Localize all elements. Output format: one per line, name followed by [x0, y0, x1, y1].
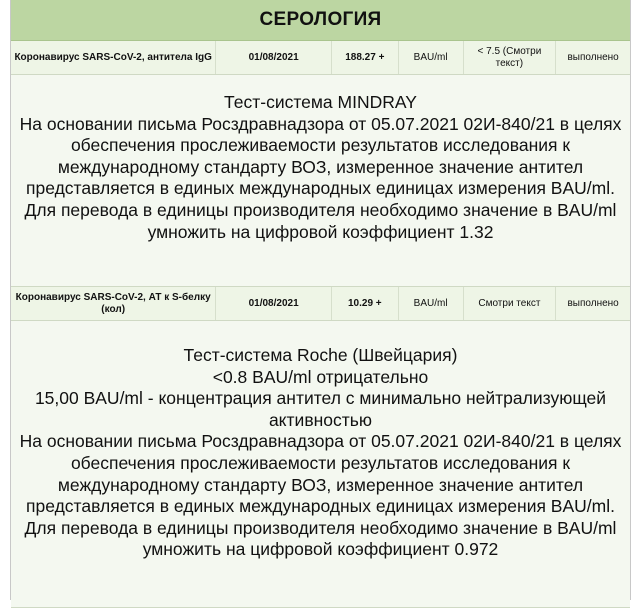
- note-line: 15,00 BAU/ml - концентрация антител с минимально нейтрализующей активностью: [34, 388, 607, 430]
- test-date: 01/08/2021: [216, 41, 332, 74]
- note-line: Для перевода в единицы производителя необходимо значение в BAU/ml умножить на цифровой коэффициент 0.972: [24, 517, 617, 560]
- test-note-s-protein: [11, 321, 630, 608]
- test-note-igg: [11, 75, 630, 287]
- note-line: На основании письма Росздравнадзора от 05.07.2021 02И-840/21 в целях обеспечения прослеживаемости результатов исследования к международному стандарту ВОЗ, измеренное значение антител представляется в единых международных единицах измерения BAU/ml.: [19, 113, 622, 199]
- test-unit: BAU/ml: [399, 41, 464, 74]
- test-row-igg: [11, 41, 630, 75]
- test-name: Коронавирус SARS-CoV-2, АТ к S-белку (кол): [11, 287, 216, 320]
- test-row-s-protein: [11, 287, 630, 321]
- note-line: <0.8 BAU/ml отрицательно: [212, 366, 429, 387]
- note-line: Для перевода в единицы производителя необходимо значение в BAU/ml умножить на цифровой коэффициент 1.32: [24, 199, 617, 242]
- note-line: На основании письма Росздравнадзора от 05.07.2021 02И-840/21 в целях обеспечения прослеживаемости результатов исследования к международному стандарту ВОЗ, измеренное значение антител представляется в единых международных единицах измерения BAU/ml.: [19, 431, 622, 517]
- test-unit: BAU/ml: [399, 287, 464, 320]
- section-header: [11, 0, 630, 41]
- test-date: 01/08/2021: [216, 287, 332, 320]
- section-title: СЕРОЛОГИЯ: [259, 9, 382, 30]
- note-line: Тест-система Roche (Швейцария): [183, 345, 458, 365]
- test-status: выполнено: [567, 51, 619, 63]
- test-value: 188.27 +: [332, 41, 399, 74]
- test-reference: Смотри текст: [464, 287, 557, 320]
- test-reference: < 7.5 (Смотри текст): [464, 41, 557, 74]
- note-line: Тест-система MINDRAY: [224, 92, 417, 112]
- test-status: выполнено: [567, 297, 619, 309]
- test-value: 10.29 +: [332, 287, 399, 320]
- test-name: Коронавирус SARS-CoV-2, антитела IgG: [11, 41, 216, 74]
- results-sheet: [10, 0, 631, 600]
